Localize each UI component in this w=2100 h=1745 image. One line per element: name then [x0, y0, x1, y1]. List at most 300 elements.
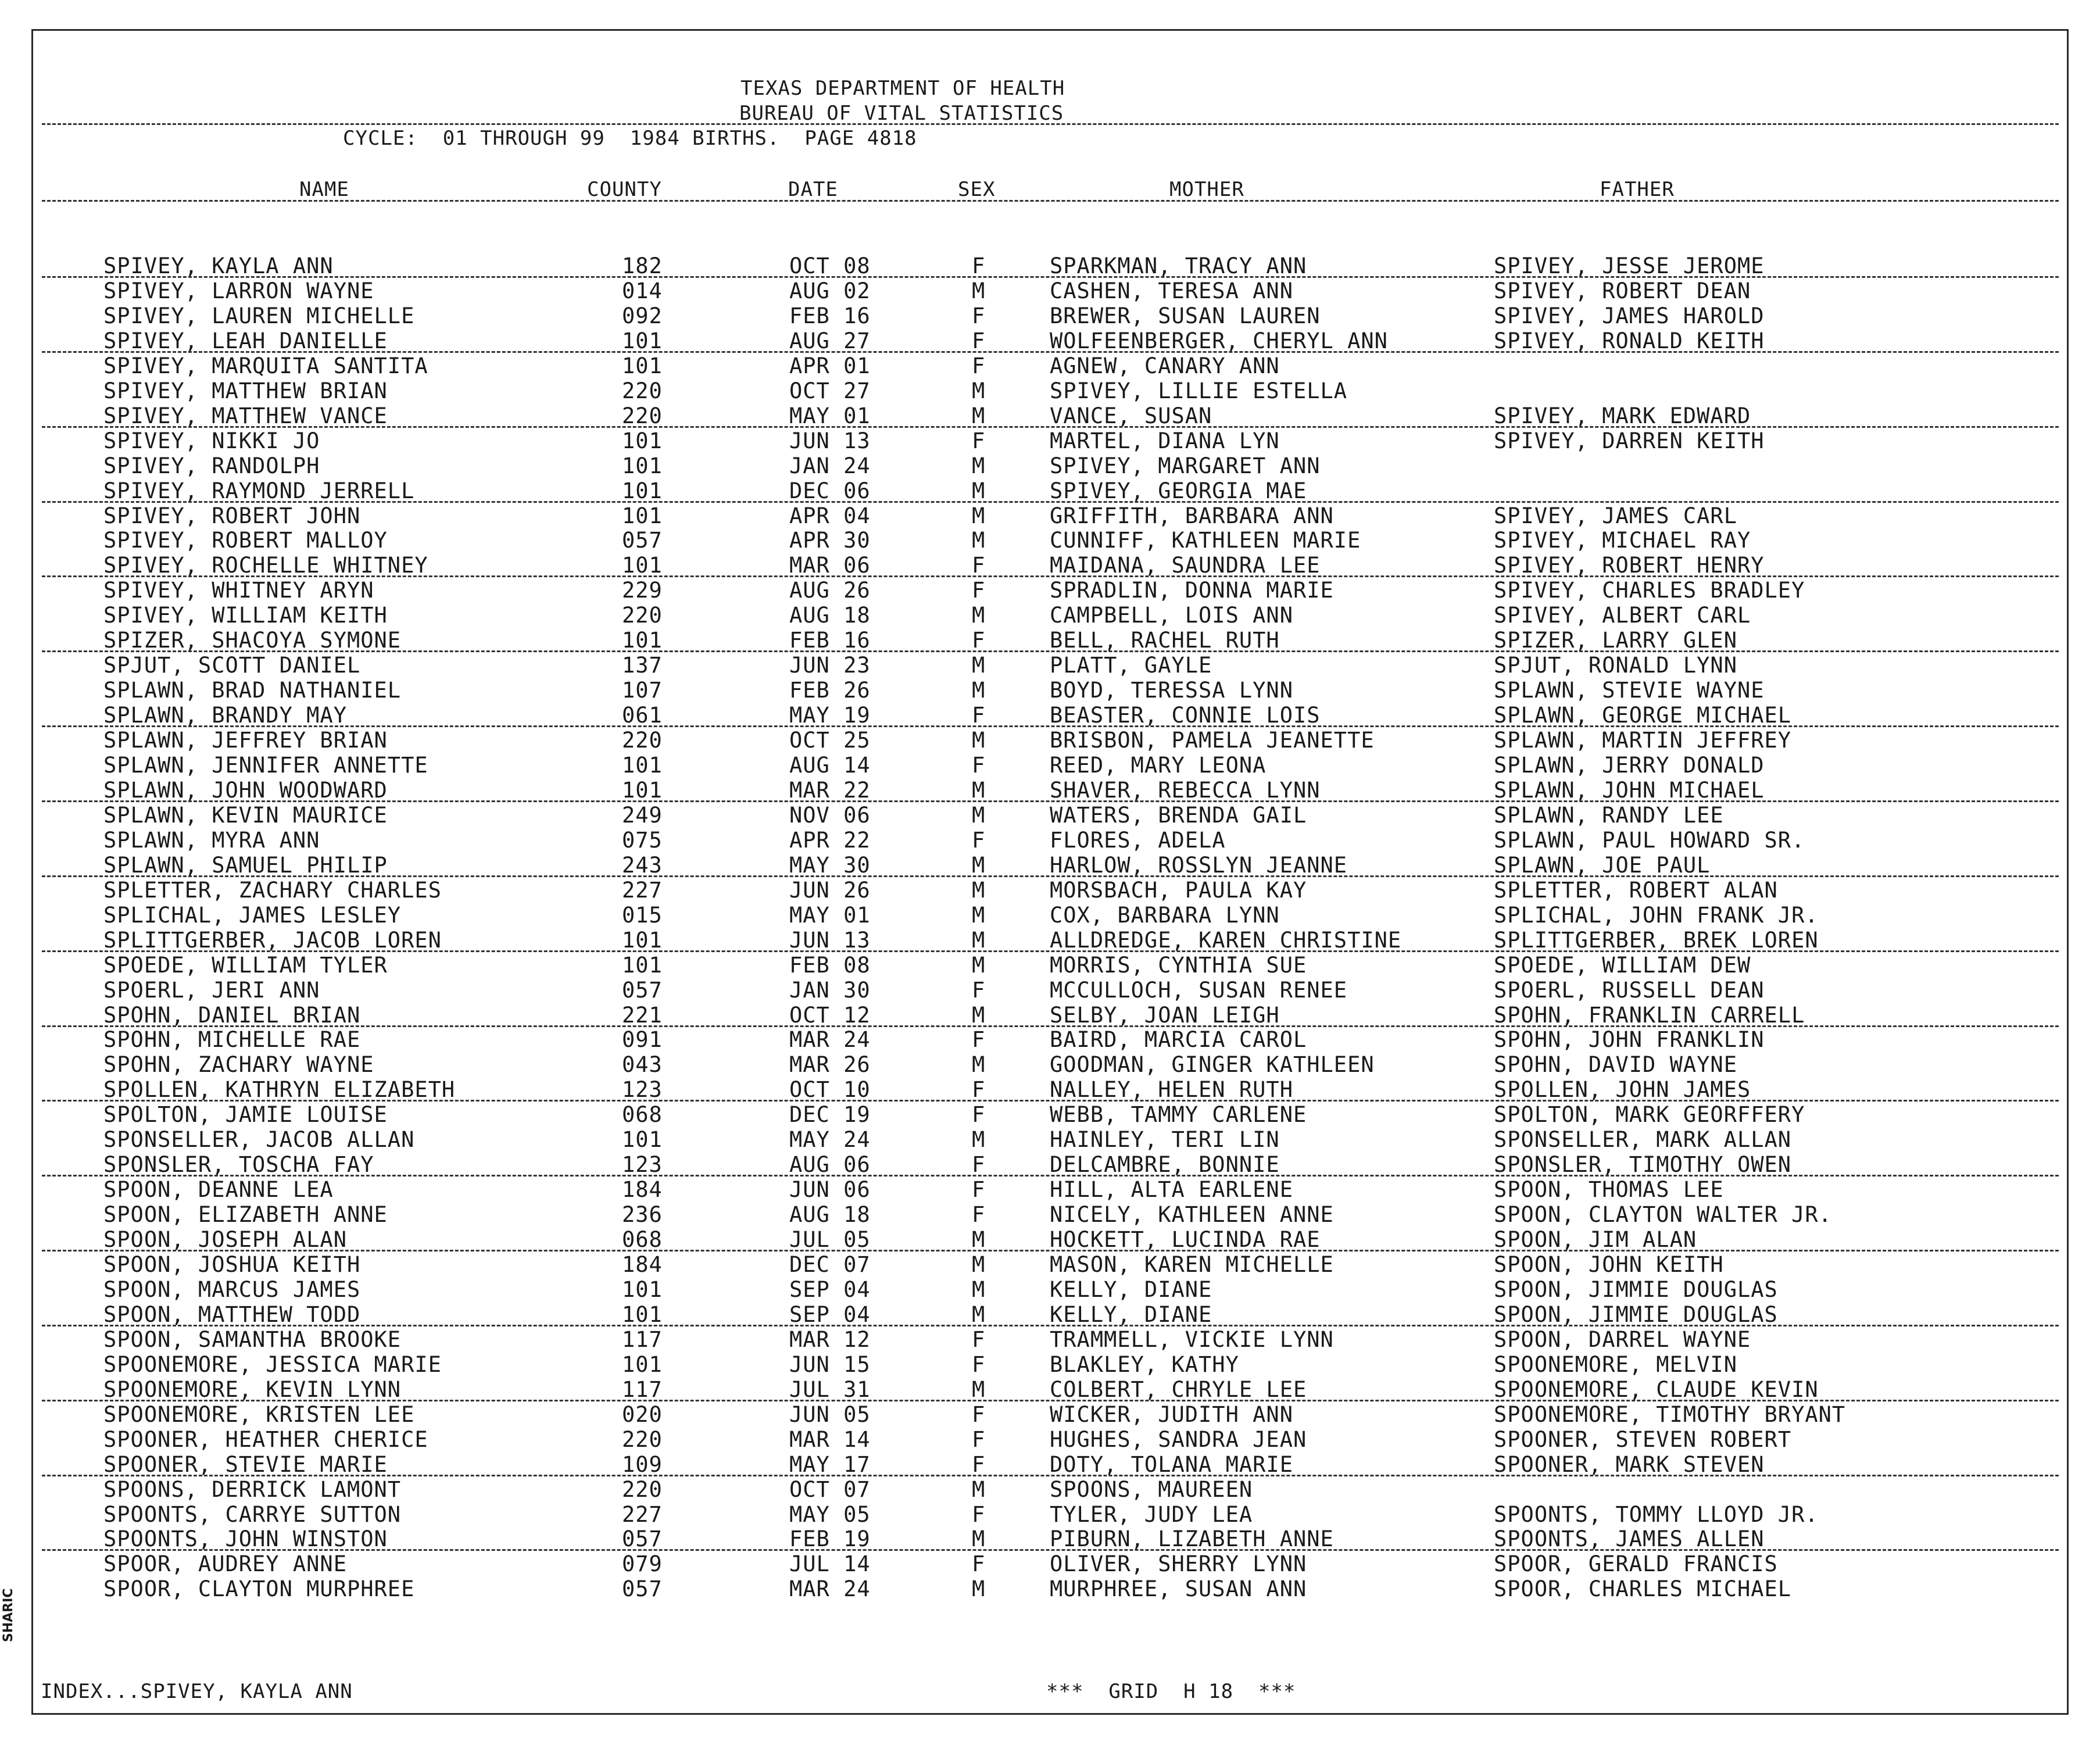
cell-father: SPOLTON, MARK GEORFFERY — [1494, 1102, 1805, 1128]
cell-date: MAY 30 — [789, 852, 871, 878]
cell-sex: F — [972, 253, 986, 278]
cell-date: APR 04 — [789, 503, 871, 528]
cell-date: JUN 13 — [789, 428, 871, 453]
cell-name: SPOHN, MICHELLE RAE — [103, 1027, 361, 1053]
cell-county: 229 — [622, 578, 663, 603]
table-row — [0, 428, 2100, 453]
cell-name: SPOONEMORE, KEVIN LYNN — [103, 1376, 402, 1402]
cell-mother: NICELY, KATHLEEN ANNE — [1050, 1202, 1334, 1228]
cell-mother: HAINLEY, TERI LIN — [1050, 1127, 1280, 1153]
cell-county: 057 — [622, 528, 663, 553]
table-row — [0, 253, 2100, 278]
cell-county: 109 — [622, 1451, 663, 1477]
cell-mother: OLIVER, SHERRY LYNN — [1050, 1551, 1307, 1577]
table-row — [0, 328, 2100, 353]
table-row — [0, 1003, 2100, 1028]
cell-county: 221 — [622, 1002, 663, 1028]
cell-mother: BLAKLEY, KATHY — [1050, 1351, 1239, 1377]
cell-date: OCT 12 — [789, 1002, 871, 1028]
cell-name: SPOONTS, JOHN WINSTON — [103, 1526, 388, 1552]
table-row — [0, 1102, 2100, 1127]
cell-date: APR 01 — [789, 353, 871, 378]
cell-father: SPIVEY, MICHAEL RAY — [1494, 528, 1751, 553]
table-row — [0, 1502, 2100, 1527]
cell-name: SPIVEY, WILLIAM KEITH — [103, 603, 388, 628]
cell-mother: GOODMAN, GINGER KATHLEEN — [1050, 1052, 1375, 1078]
cell-sex: M — [972, 852, 986, 878]
table-row — [0, 1127, 2100, 1152]
cell-name: SPONSELLER, JACOB ALLAN — [103, 1127, 415, 1153]
table-row — [0, 928, 2100, 953]
cell-name: SPOONS, DERRICK LAMONT — [103, 1476, 402, 1502]
cell-name: SPONSLER, TOSCHA FAY — [103, 1152, 374, 1178]
cell-date: JAN 30 — [789, 977, 871, 1003]
cell-county: 220 — [622, 378, 663, 403]
cell-date: AUG 18 — [789, 1202, 871, 1228]
cell-date: MAR 06 — [789, 553, 871, 578]
cell-sex: F — [972, 353, 986, 378]
table-row — [0, 1352, 2100, 1377]
cell-county: 220 — [622, 403, 663, 428]
cell-sex: M — [972, 1526, 986, 1552]
cell-mother: NALLEY, HELEN RUTH — [1050, 1077, 1293, 1103]
cell-sex: M — [972, 1376, 986, 1402]
cell-sex: M — [972, 1252, 986, 1277]
cell-name: SPOON, ELIZABETH ANNE — [103, 1202, 388, 1228]
table-row — [0, 653, 2100, 678]
cell-father: SPOONER, STEVEN ROBERT — [1494, 1426, 1792, 1452]
table-row — [0, 303, 2100, 328]
cell-father: SPONSELLER, MARK ALLAN — [1494, 1127, 1792, 1153]
cell-sex: M — [972, 1052, 986, 1078]
cell-sex: M — [972, 1476, 986, 1502]
cell-date: JUN 13 — [789, 927, 871, 953]
table-row — [0, 1302, 2100, 1327]
cell-county: 057 — [622, 977, 663, 1003]
cell-father: SPOON, JIMMIE DOUGLAS — [1494, 1301, 1778, 1327]
row-dashed-rule — [42, 1549, 2059, 1551]
cell-sex: F — [972, 578, 986, 603]
header-line-2: BUREAU OF VITAL STATISTICS — [739, 102, 1064, 125]
cell-date: JUN 06 — [789, 1177, 871, 1203]
cell-sex: F — [972, 1027, 986, 1053]
cell-mother: BELL, RACHEL RUTH — [1050, 628, 1280, 653]
cell-county: 249 — [622, 802, 663, 828]
cell-sex: F — [972, 827, 986, 853]
cell-date: SEP 04 — [789, 1276, 871, 1302]
cell-date: MAR 24 — [789, 1576, 871, 1602]
cell-father: SPLAWN, PAUL HOWARD SR. — [1494, 827, 1805, 853]
table-row — [0, 1526, 2100, 1551]
cell-name: SPIVEY, LARRON WAYNE — [103, 278, 374, 303]
cell-mother: WATERS, BRENDA GAIL — [1050, 802, 1307, 828]
cell-county: 101 — [622, 952, 663, 978]
cell-father: SPIVEY, MARK EDWARD — [1494, 403, 1751, 428]
row-dashed-rule — [42, 426, 2059, 428]
cell-sex: F — [972, 977, 986, 1003]
cell-name: SPOLTON, JAMIE LOUISE — [103, 1102, 388, 1128]
cell-county: 043 — [622, 1052, 663, 1078]
cell-county: 101 — [622, 1301, 663, 1327]
row-dashed-rule — [42, 875, 2059, 877]
cell-county: 057 — [622, 1526, 663, 1552]
table-row — [0, 1202, 2100, 1227]
cell-name: SPIVEY, LAUREN MICHELLE — [103, 303, 415, 328]
cell-mother: SPIVEY, GEORGIA MAE — [1050, 478, 1307, 503]
header-line-3: CYCLE: 01 THROUGH 99 1984 BIRTHS. PAGE 4818 — [343, 127, 917, 150]
cell-name: SPOOR, CLAYTON MURPHREE — [103, 1576, 415, 1602]
side-label: SHARIC — [1, 1588, 16, 1642]
cell-mother: WOLFEENBERGER, CHERYL ANN — [1050, 328, 1388, 353]
cell-father: SPOOR, CHARLES MICHAEL — [1494, 1576, 1792, 1602]
cell-county: 068 — [622, 1102, 663, 1128]
cell-name: SPIVEY, KAYLA ANN — [103, 253, 334, 278]
cell-name: SPLAWN, JENNIFER ANNETTE — [103, 753, 428, 778]
table-row — [0, 1252, 2100, 1277]
cell-mother: KELLY, DIANE — [1050, 1301, 1212, 1327]
table-row — [0, 678, 2100, 703]
row-dashed-rule — [42, 575, 2059, 577]
cell-name: SPLAWN, JEFFREY BRIAN — [103, 728, 388, 753]
cell-father: SPIVEY, JAMES CARL — [1494, 503, 1737, 528]
cell-county: 182 — [622, 253, 663, 278]
row-dashed-rule — [42, 950, 2059, 952]
cell-mother: BRISBON, PAMELA JEANETTE — [1050, 728, 1375, 753]
table-row — [0, 828, 2100, 853]
cell-date: FEB 19 — [789, 1526, 871, 1552]
cell-sex: M — [972, 952, 986, 978]
cell-mother: CAMPBELL, LOIS ANN — [1050, 603, 1293, 628]
cell-father: SPLAWN, JOE PAUL — [1494, 852, 1711, 878]
cell-mother: CASHEN, TERESA ANN — [1050, 278, 1293, 303]
table-row — [0, 728, 2100, 753]
cell-county: 236 — [622, 1202, 663, 1228]
cell-sex: M — [972, 1276, 986, 1302]
table-row — [0, 1052, 2100, 1077]
header-line-1: TEXAS DEPARTMENT OF HEALTH — [740, 77, 1065, 100]
cell-date: JUL 05 — [789, 1227, 871, 1253]
cell-name: SPIVEY, ROBERT JOHN — [103, 503, 361, 528]
cell-name: SPIVEY, ROCHELLE WHITNEY — [103, 553, 428, 578]
table-row — [0, 1576, 2100, 1601]
table-row — [0, 753, 2100, 778]
table-row — [0, 778, 2100, 803]
column-header-date: DATE — [788, 178, 838, 201]
row-dashed-rule — [42, 800, 2059, 802]
cell-sex: F — [972, 553, 986, 578]
cell-name: SPOEDE, WILLIAM TYLER — [103, 952, 388, 978]
column-header-sex: SEX — [958, 178, 996, 201]
cell-date: OCT 27 — [789, 378, 871, 403]
row-dashed-rule — [42, 1400, 2059, 1401]
row-dashed-rule — [42, 1325, 2059, 1326]
cell-name: SPLICHAL, JAMES LESLEY — [103, 902, 402, 928]
cell-father: SPOONEMORE, TIMOTHY BRYANT — [1494, 1401, 1846, 1427]
cell-name: SPOONTS, CARRYE SUTTON — [103, 1501, 402, 1527]
cell-father: SPLAWN, RANDY LEE — [1494, 802, 1724, 828]
table-row — [0, 1452, 2100, 1477]
cell-mother: SPARKMAN, TRACY ANN — [1050, 253, 1307, 278]
cell-father: SPLAWN, GEORGE MICHAEL — [1494, 703, 1792, 728]
cell-father: SPLAWN, STEVIE WAYNE — [1494, 678, 1765, 703]
cell-name: SPOONEMORE, JESSICA MARIE — [103, 1351, 442, 1377]
cell-father: SPOHN, JOHN FRANKLIN — [1494, 1027, 1765, 1053]
cell-father: SPJUT, RONALD LYNN — [1494, 653, 1737, 678]
cell-date: JUN 05 — [789, 1401, 871, 1427]
column-header-name: NAME — [299, 178, 349, 201]
cell-name: SPIVEY, LEAH DANIELLE — [103, 328, 388, 353]
table-row — [0, 1427, 2100, 1452]
cell-sex: F — [972, 1077, 986, 1103]
table-row — [0, 878, 2100, 903]
cell-county: 101 — [622, 777, 663, 803]
cell-father: SPONSLER, TIMOTHY OWEN — [1494, 1152, 1792, 1178]
cell-name: SPOON, DEANNE LEA — [103, 1177, 334, 1203]
cell-county: 101 — [622, 628, 663, 653]
cell-date: MAR 14 — [789, 1426, 871, 1452]
cell-mother: KELLY, DIANE — [1050, 1276, 1212, 1302]
cell-county: 220 — [622, 603, 663, 628]
cell-sex: M — [972, 678, 986, 703]
cell-date: FEB 16 — [789, 303, 871, 328]
cell-sex: M — [972, 603, 986, 628]
cell-father: SPLICHAL, JOHN FRANK JR. — [1494, 902, 1819, 928]
cell-county: 101 — [622, 353, 663, 378]
cell-name: SPOON, MATTHEW TODD — [103, 1301, 361, 1327]
cell-county: 101 — [622, 428, 663, 453]
cell-date: AUG 26 — [789, 578, 871, 603]
cell-mother: BREWER, SUSAN LAUREN — [1050, 303, 1321, 328]
cell-mother: SPOONS, MAUREEN — [1050, 1476, 1253, 1502]
cell-name: SPIZER, SHACOYA SYMONE — [103, 628, 402, 653]
table-row — [0, 903, 2100, 928]
cell-sex: M — [972, 278, 986, 303]
cell-sex: F — [972, 1202, 986, 1228]
table-row — [0, 378, 2100, 403]
row-dashed-rule — [42, 650, 2059, 652]
cell-sex: M — [972, 1227, 986, 1253]
table-row — [0, 1177, 2100, 1202]
table-row — [0, 628, 2100, 653]
cell-county: 092 — [622, 303, 663, 328]
cell-sex: F — [972, 753, 986, 778]
cell-date: AUG 18 — [789, 603, 871, 628]
cell-date: NOV 06 — [789, 802, 871, 828]
table-row — [0, 1277, 2100, 1302]
cell-father: SPLETTER, ROBERT ALAN — [1494, 877, 1778, 903]
cell-date: AUG 27 — [789, 328, 871, 353]
row-dashed-rule — [42, 1025, 2059, 1027]
cell-county: 227 — [622, 877, 663, 903]
cell-county: 079 — [622, 1551, 663, 1577]
cell-date: DEC 06 — [789, 478, 871, 503]
cell-county: 020 — [622, 1401, 663, 1427]
cell-sex: M — [972, 403, 986, 428]
table-row — [0, 978, 2100, 1003]
index-label: INDEX...SPIVEY, KAYLA ANN — [41, 1680, 353, 1703]
cell-mother: MCCULLOCH, SUSAN RENEE — [1050, 977, 1348, 1003]
table-row — [0, 1402, 2100, 1427]
row-dashed-rule — [42, 1475, 2059, 1476]
cell-date: FEB 16 — [789, 628, 871, 653]
cell-mother: DOTY, TOLANA MARIE — [1050, 1451, 1293, 1477]
cell-date: OCT 25 — [789, 728, 871, 753]
cell-father: SPOONEMORE, CLAUDE KEVIN — [1494, 1376, 1819, 1402]
cell-date: JUL 31 — [789, 1376, 871, 1402]
table-row — [0, 453, 2100, 478]
cell-mother: SHAVER, REBECCA LYNN — [1050, 777, 1321, 803]
table-row — [0, 1477, 2100, 1502]
cell-sex: M — [972, 902, 986, 928]
cell-mother: HOCKETT, LUCINDA RAE — [1050, 1227, 1321, 1253]
cell-date: JUN 26 — [789, 877, 871, 903]
cell-mother: CUNNIFF, KATHLEEN MARIE — [1050, 528, 1361, 553]
cell-father: SPOON, JIMMIE DOUGLAS — [1494, 1276, 1778, 1302]
cell-sex: M — [972, 802, 986, 828]
cell-mother: WEBB, TAMMY CARLENE — [1050, 1102, 1307, 1128]
cell-mother: MORRIS, CYNTHIA SUE — [1050, 952, 1307, 978]
row-dashed-rule — [42, 1175, 2059, 1177]
cell-name: SPOONER, HEATHER CHERICE — [103, 1426, 428, 1452]
cell-sex: M — [972, 927, 986, 953]
table-row — [0, 578, 2100, 603]
cell-sex: M — [972, 728, 986, 753]
table-row — [0, 1027, 2100, 1052]
row-dashed-rule — [42, 725, 2059, 727]
cell-name: SPOON, JOSEPH ALAN — [103, 1227, 347, 1253]
cell-sex: F — [972, 1102, 986, 1128]
cell-father: SPOONER, MARK STEVEN — [1494, 1451, 1765, 1477]
cell-date: MAY 17 — [789, 1451, 871, 1477]
cell-name: SPLAWN, JOHN WOODWARD — [103, 777, 388, 803]
cell-father: SPLAWN, JOHN MICHAEL — [1494, 777, 1765, 803]
cell-sex: F — [972, 703, 986, 728]
cell-mother: WICKER, JUDITH ANN — [1050, 1401, 1293, 1427]
cell-father: SPOONEMORE, MELVIN — [1494, 1351, 1737, 1377]
cell-name: SPOHN, DANIEL BRIAN — [103, 1002, 361, 1028]
cell-date: JUN 15 — [789, 1351, 871, 1377]
cell-county: 014 — [622, 278, 663, 303]
column-header-father: FATHER — [1600, 178, 1675, 201]
cell-county: 184 — [622, 1252, 663, 1277]
cell-sex: F — [972, 1401, 986, 1427]
cell-name: SPIVEY, ROBERT MALLOY — [103, 528, 388, 553]
table-row — [0, 703, 2100, 728]
cell-name: SPIVEY, MATTHEW BRIAN — [103, 378, 388, 403]
cell-name: SPIVEY, RANDOLPH — [103, 453, 320, 478]
cell-name: SPIVEY, RAYMOND JERRELL — [103, 478, 415, 503]
cell-mother: SPRADLIN, DONNA MARIE — [1050, 578, 1334, 603]
table-row — [0, 1152, 2100, 1177]
cell-sex: M — [972, 653, 986, 678]
cell-sex: M — [972, 877, 986, 903]
row-dashed-rule — [42, 351, 2059, 353]
cell-date: OCT 07 — [789, 1476, 871, 1502]
cell-date: JAN 24 — [789, 453, 871, 478]
cell-mother: REED, MARY LEONA — [1050, 753, 1267, 778]
cell-sex: M — [972, 503, 986, 528]
cell-sex: F — [972, 328, 986, 353]
cell-date: JUN 23 — [789, 653, 871, 678]
cell-date: JUL 14 — [789, 1551, 871, 1577]
cell-mother: MASON, KAREN MICHELLE — [1050, 1252, 1334, 1277]
cell-date: MAY 05 — [789, 1501, 871, 1527]
cell-sex: M — [972, 453, 986, 478]
cell-mother: SPIVEY, LILLIE ESTELLA — [1050, 378, 1348, 403]
table-row — [0, 1377, 2100, 1402]
cell-father: SPOON, JOHN KEITH — [1494, 1252, 1724, 1277]
cell-name: SPOON, MARCUS JAMES — [103, 1276, 361, 1302]
cell-county: 184 — [622, 1177, 663, 1203]
cell-mother: BAIRD, MARCIA CAROL — [1050, 1027, 1307, 1053]
cell-mother: MARTEL, DIANA LYN — [1050, 428, 1280, 453]
cell-date: OCT 08 — [789, 253, 871, 278]
cell-date: MAY 01 — [789, 403, 871, 428]
cell-mother: PIBURN, LIZABETH ANNE — [1050, 1526, 1334, 1552]
cell-mother: AGNEW, CANARY ANN — [1050, 353, 1280, 378]
cell-sex: M — [972, 478, 986, 503]
cell-county: 220 — [622, 728, 663, 753]
cell-name: SPLAWN, MYRA ANN — [103, 827, 320, 853]
column-header-mother: MOTHER — [1169, 178, 1244, 201]
table-row — [0, 553, 2100, 578]
column-header-dashed-rule — [42, 200, 2059, 202]
cell-father: SPOON, THOMAS LEE — [1494, 1177, 1724, 1203]
table-row — [0, 478, 2100, 503]
cell-name: SPLAWN, SAMUEL PHILIP — [103, 852, 388, 878]
cell-county: 068 — [622, 1227, 663, 1253]
cell-date: MAR 12 — [789, 1326, 871, 1352]
cell-date: MAY 01 — [789, 902, 871, 928]
cell-name: SPLITTGERBER, JACOB LOREN — [103, 927, 442, 953]
cell-mother: MURPHREE, SUSAN ANN — [1050, 1576, 1307, 1602]
cell-county: 061 — [622, 703, 663, 728]
cell-county: 075 — [622, 827, 663, 853]
cell-father: SPOLLEN, JOHN JAMES — [1494, 1077, 1751, 1103]
cell-sex: M — [972, 1576, 986, 1602]
cell-sex: F — [972, 1177, 986, 1203]
cell-date: MAR 22 — [789, 777, 871, 803]
cell-county: 137 — [622, 653, 663, 678]
cell-mother: VANCE, SUSAN — [1050, 403, 1212, 428]
table-row — [0, 603, 2100, 628]
table-row — [0, 353, 2100, 378]
cell-mother: COX, BARBARA LYNN — [1050, 902, 1280, 928]
cell-county: 123 — [622, 1152, 663, 1178]
cell-county: 101 — [622, 328, 663, 353]
cell-father: SPIVEY, ROBERT HENRY — [1494, 553, 1765, 578]
cell-county: 123 — [622, 1077, 663, 1103]
cell-name: SPOERL, JERI ANN — [103, 977, 320, 1003]
row-dashed-rule — [42, 276, 2059, 278]
table-row — [0, 503, 2100, 528]
table-row — [0, 1327, 2100, 1352]
cell-father: SPOONTS, TOMMY LLOYD JR. — [1494, 1501, 1819, 1527]
cell-county: 227 — [622, 1501, 663, 1527]
cell-county: 107 — [622, 678, 663, 703]
cell-county: 015 — [622, 902, 663, 928]
cell-name: SPIVEY, MARQUITA SANTITA — [103, 353, 428, 378]
cell-county: 057 — [622, 1576, 663, 1602]
cell-mother: BEASTER, CONNIE LOIS — [1050, 703, 1321, 728]
cell-sex: M — [972, 777, 986, 803]
cell-sex: F — [972, 303, 986, 328]
cell-name: SPLETTER, ZACHARY CHARLES — [103, 877, 442, 903]
cell-date: MAR 26 — [789, 1052, 871, 1078]
cell-father: SPOONTS, JAMES ALLEN — [1494, 1526, 1765, 1552]
header-dashed-rule — [42, 123, 2059, 125]
cell-sex: M — [972, 378, 986, 403]
